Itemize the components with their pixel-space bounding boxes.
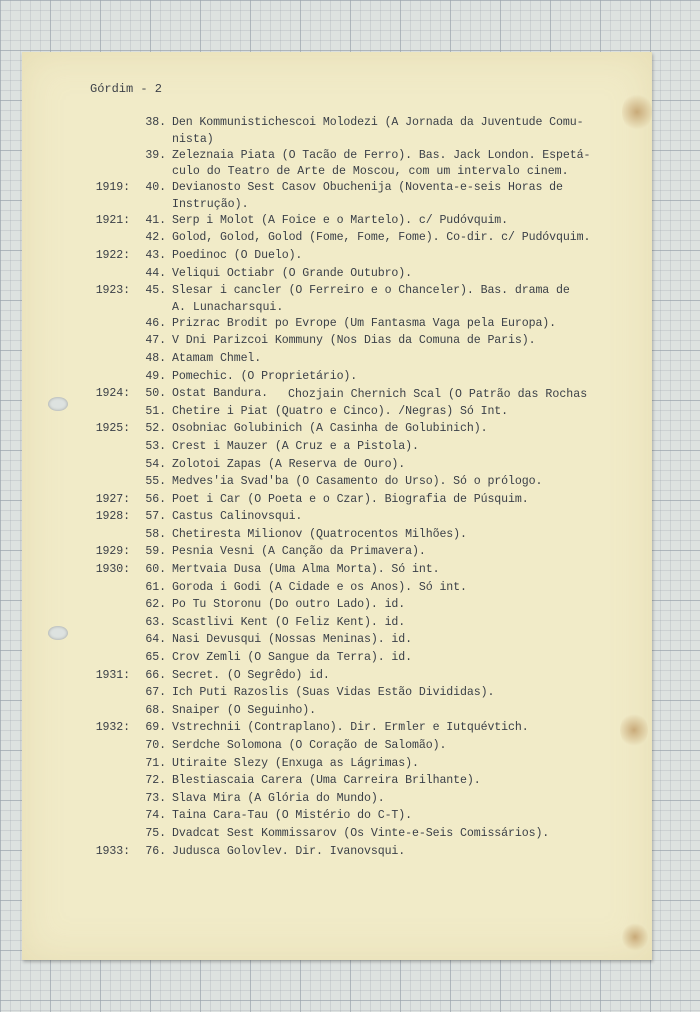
entry-title: Pesnia Vesni (A Canção da Primavera). — [172, 545, 426, 559]
film-entry — [22, 438, 652, 456]
entry-title: Judusca Golovlev. Dir. Ivanovsqui. — [172, 844, 406, 858]
entry-year: 1924: — [95, 387, 130, 401]
entry-number: 41. — [145, 213, 166, 227]
film-entry — [22, 473, 652, 491]
entry-title: Nasi Devusqui (Nossas Meninas). id. — [172, 633, 413, 647]
entry-title: Medves'ia Svad'ba (O Casamento do Urso). Só o prólogo. — [172, 475, 543, 489]
entry-year: 1923: — [95, 284, 130, 298]
entry-title: Atamam Chmel. — [172, 351, 262, 365]
filmography-list — [22, 114, 652, 860]
entry-number: 61. — [145, 580, 166, 594]
entry-title: Den Kommunistichescoi Molodezi (A Jornada da Juventude Comu- — [172, 116, 584, 129]
film-entry — [22, 755, 652, 773]
entry-year: 1925: — [95, 422, 130, 436]
entry-title: Veliqui Octiabr (O Grande Outubro). — [172, 266, 413, 280]
entry-title: Slava Mira (A Glória do Mundo). — [172, 791, 385, 805]
film-entry — [22, 179, 652, 197]
film-entry — [22, 667, 652, 685]
entry-number: 49. — [145, 369, 166, 383]
entry-title: Secret. (O Segrêdo) id. — [172, 668, 330, 682]
entry-number: 62. — [145, 598, 166, 612]
film-entry — [22, 368, 652, 386]
film-entry — [22, 631, 652, 649]
entry-title: Serdche Solomona (O Coração de Salomão). — [172, 739, 447, 752]
entry-title: Chetire i Piat (Quatro e Cinco). /Negras) Só Int. — [172, 404, 509, 418]
film-entry — [22, 649, 652, 667]
entry-number: 39. — [145, 148, 166, 162]
entry-number: 73. — [145, 791, 166, 805]
film-entry — [22, 772, 652, 790]
entry-number: 68. — [145, 703, 166, 717]
entry-title: Utiraite Slezy (Enxuga as Lágrimas). — [172, 756, 419, 770]
film-entry — [22, 737, 652, 755]
entry-title: Devianosto Sest Casov Obuchenija (Noventa-e-seis Horas de — [172, 181, 563, 195]
film-entry — [22, 265, 652, 283]
film-entry — [22, 114, 652, 132]
entry-title: Goroda i Godi (A Cidade e os Anos). Só int. — [172, 580, 467, 594]
entry-number: 65. — [145, 651, 166, 665]
entry-number: 58. — [145, 527, 166, 541]
entry-number: 38. — [145, 116, 166, 129]
entry-number: 52. — [145, 422, 166, 436]
entry-continuation: nista) — [172, 132, 214, 146]
entry-number: 70. — [145, 739, 166, 752]
entry-title: V Dni Parizcoi Kommuny (Nos Dias da Comuna de Paris). — [172, 334, 536, 348]
entry-title: Prizrac Brodit po Evrope (Um Fantasma Vaga pela Europa). — [172, 316, 557, 330]
entry-number: 51. — [145, 404, 166, 418]
film-entry — [22, 229, 652, 247]
entry-year: 1933: — [95, 844, 130, 858]
film-entry — [22, 491, 652, 509]
film-entry — [22, 719, 652, 737]
entry-year: 1922: — [95, 248, 130, 262]
entry-number: 46. — [145, 316, 166, 330]
entry-number: 54. — [145, 457, 166, 471]
entry-number: 71. — [145, 756, 166, 770]
entry-title: Pomechic. (O Proprietário). — [172, 369, 358, 383]
entry-title: Slesar i cancler (O Ferreiro e o Chanceler). Bas. drama de — [172, 284, 570, 298]
inserted-line: Chozjain Chernich Scal (O Patrão das Rochas — [288, 388, 588, 401]
entry-number: 67. — [145, 686, 166, 700]
entry-number: 47. — [145, 334, 166, 348]
entry-title: Po Tu Storonu (Do outro Lado). id. — [172, 598, 406, 612]
entry-number: 45. — [145, 284, 166, 298]
entry-title: Zolotoi Zapas (A Reserva de Ouro). — [172, 457, 406, 471]
film-entry — [22, 282, 652, 300]
entry-number: 59. — [145, 545, 166, 559]
entry-title: Blestiascaia Carera (Uma Carreira Brilhante). — [172, 774, 481, 788]
entry-year: 1928: — [95, 510, 130, 524]
film-entry — [22, 825, 652, 843]
typed-page — [22, 52, 652, 960]
entry-title: Dvadcat Sest Kommissarov (Os Vinte-e-Seis Comissários). — [172, 826, 550, 840]
entry-number: 42. — [145, 231, 166, 245]
entry-number: 76. — [145, 844, 166, 858]
film-entry — [22, 350, 652, 368]
entry-continuation: culo do Teatro de Arte de Moscou, com um intervalo cinem. — [172, 165, 569, 179]
entry-title: Scastlivi Kent (O Feliz Kent). id. — [172, 615, 406, 629]
entry-number: 50. — [145, 387, 166, 401]
film-entry — [22, 579, 652, 597]
film-entry — [22, 526, 652, 544]
entry-title: Crest i Mauzer (A Cruz e a Pistola). — [172, 439, 419, 453]
entry-number: 53. — [145, 439, 166, 453]
entry-number: 74. — [145, 809, 166, 823]
entry-title: Ostat Bandura. — [172, 387, 269, 401]
entry-number: 56. — [145, 492, 166, 506]
film-entry — [22, 212, 652, 230]
entry-number: 60. — [145, 563, 166, 577]
entry-number: 75. — [145, 826, 166, 840]
entry-number: 55. — [145, 475, 166, 489]
entry-title: Vstrechnii (Contraplano). Dir. Ermler e Iutquévtich. — [172, 721, 529, 735]
film-entry — [22, 684, 652, 702]
entry-year: 1927: — [95, 492, 130, 506]
film-entry — [22, 807, 652, 825]
film-entry — [22, 147, 652, 165]
film-entry — [22, 843, 652, 861]
film-entry — [22, 508, 652, 526]
entry-continuation: A. Lunacharsqui. — [172, 300, 284, 314]
entry-title: Crov Zemli (O Sangue da Terra). id. — [172, 651, 413, 665]
entry-title: Taina Cara-Tau (O Mistério do C-T). — [172, 809, 413, 823]
entry-number: 63. — [145, 615, 166, 629]
entry-number: 64. — [145, 633, 166, 647]
entry-title: Castus Calinovsqui. — [172, 510, 303, 524]
film-entry — [22, 456, 652, 474]
film-entry — [22, 420, 652, 438]
entry-title: Mertvaia Dusa (Uma Alma Morta). Só int. — [172, 563, 440, 577]
entry-year: 1919: — [95, 181, 130, 195]
page-header: Górdim - 2 — [90, 82, 163, 96]
film-entry — [22, 614, 652, 632]
entry-title: Chetiresta Milionov (Quatrocentos Milhões). — [172, 527, 467, 541]
entry-title: Zeleznaia Piata (O Tacão de Ferro). Bas. Jack London. Espetá- — [172, 148, 591, 162]
entry-year: 1929: — [95, 545, 130, 559]
entry-number: 66. — [145, 668, 166, 682]
entry-number: 43. — [145, 248, 166, 262]
film-entry — [22, 561, 652, 579]
film-entry — [22, 543, 652, 561]
entry-number: 69. — [145, 721, 166, 735]
entry-continuation: Instrução). — [172, 197, 249, 211]
entry-year: 1930: — [95, 563, 130, 577]
entry-title: Osobniac Golubinich (A Casinha de Golubinich). — [172, 422, 488, 436]
film-entry — [22, 332, 652, 350]
entry-title: Snaiper (O Seguinho). — [172, 703, 317, 717]
film-entry — [22, 702, 652, 720]
film-entry — [22, 790, 652, 808]
entry-year: 1931: — [95, 668, 130, 682]
film-entry — [22, 596, 652, 614]
entry-title: Golod, Golod, Golod (Fome, Fome, Fome). Co-dir. c/ Pudóvquim. — [172, 231, 591, 245]
entry-title: Ich Puti Razoslis (Suas Vidas Estão Divididas). — [172, 686, 495, 700]
entry-number: 57. — [145, 510, 166, 524]
film-entry — [22, 403, 652, 421]
film-entry — [22, 247, 652, 265]
entry-number: 44. — [145, 266, 166, 280]
stain — [622, 922, 648, 952]
entry-number: 48. — [145, 351, 166, 365]
entry-year: 1921: — [95, 213, 130, 227]
entry-title: Poedinoc (O Duelo). — [172, 248, 303, 262]
film-entry — [22, 315, 652, 333]
entry-title: Poet i Car (O Poeta e o Czar). Biografia de Púsquim. — [172, 492, 529, 506]
entry-year: 1932: — [95, 721, 130, 735]
entry-number: 72. — [145, 774, 166, 788]
entry-title: Serp i Molot (A Foice e o Martelo). c/ Pudóvquim. — [172, 213, 509, 227]
entry-number: 40. — [145, 181, 166, 195]
